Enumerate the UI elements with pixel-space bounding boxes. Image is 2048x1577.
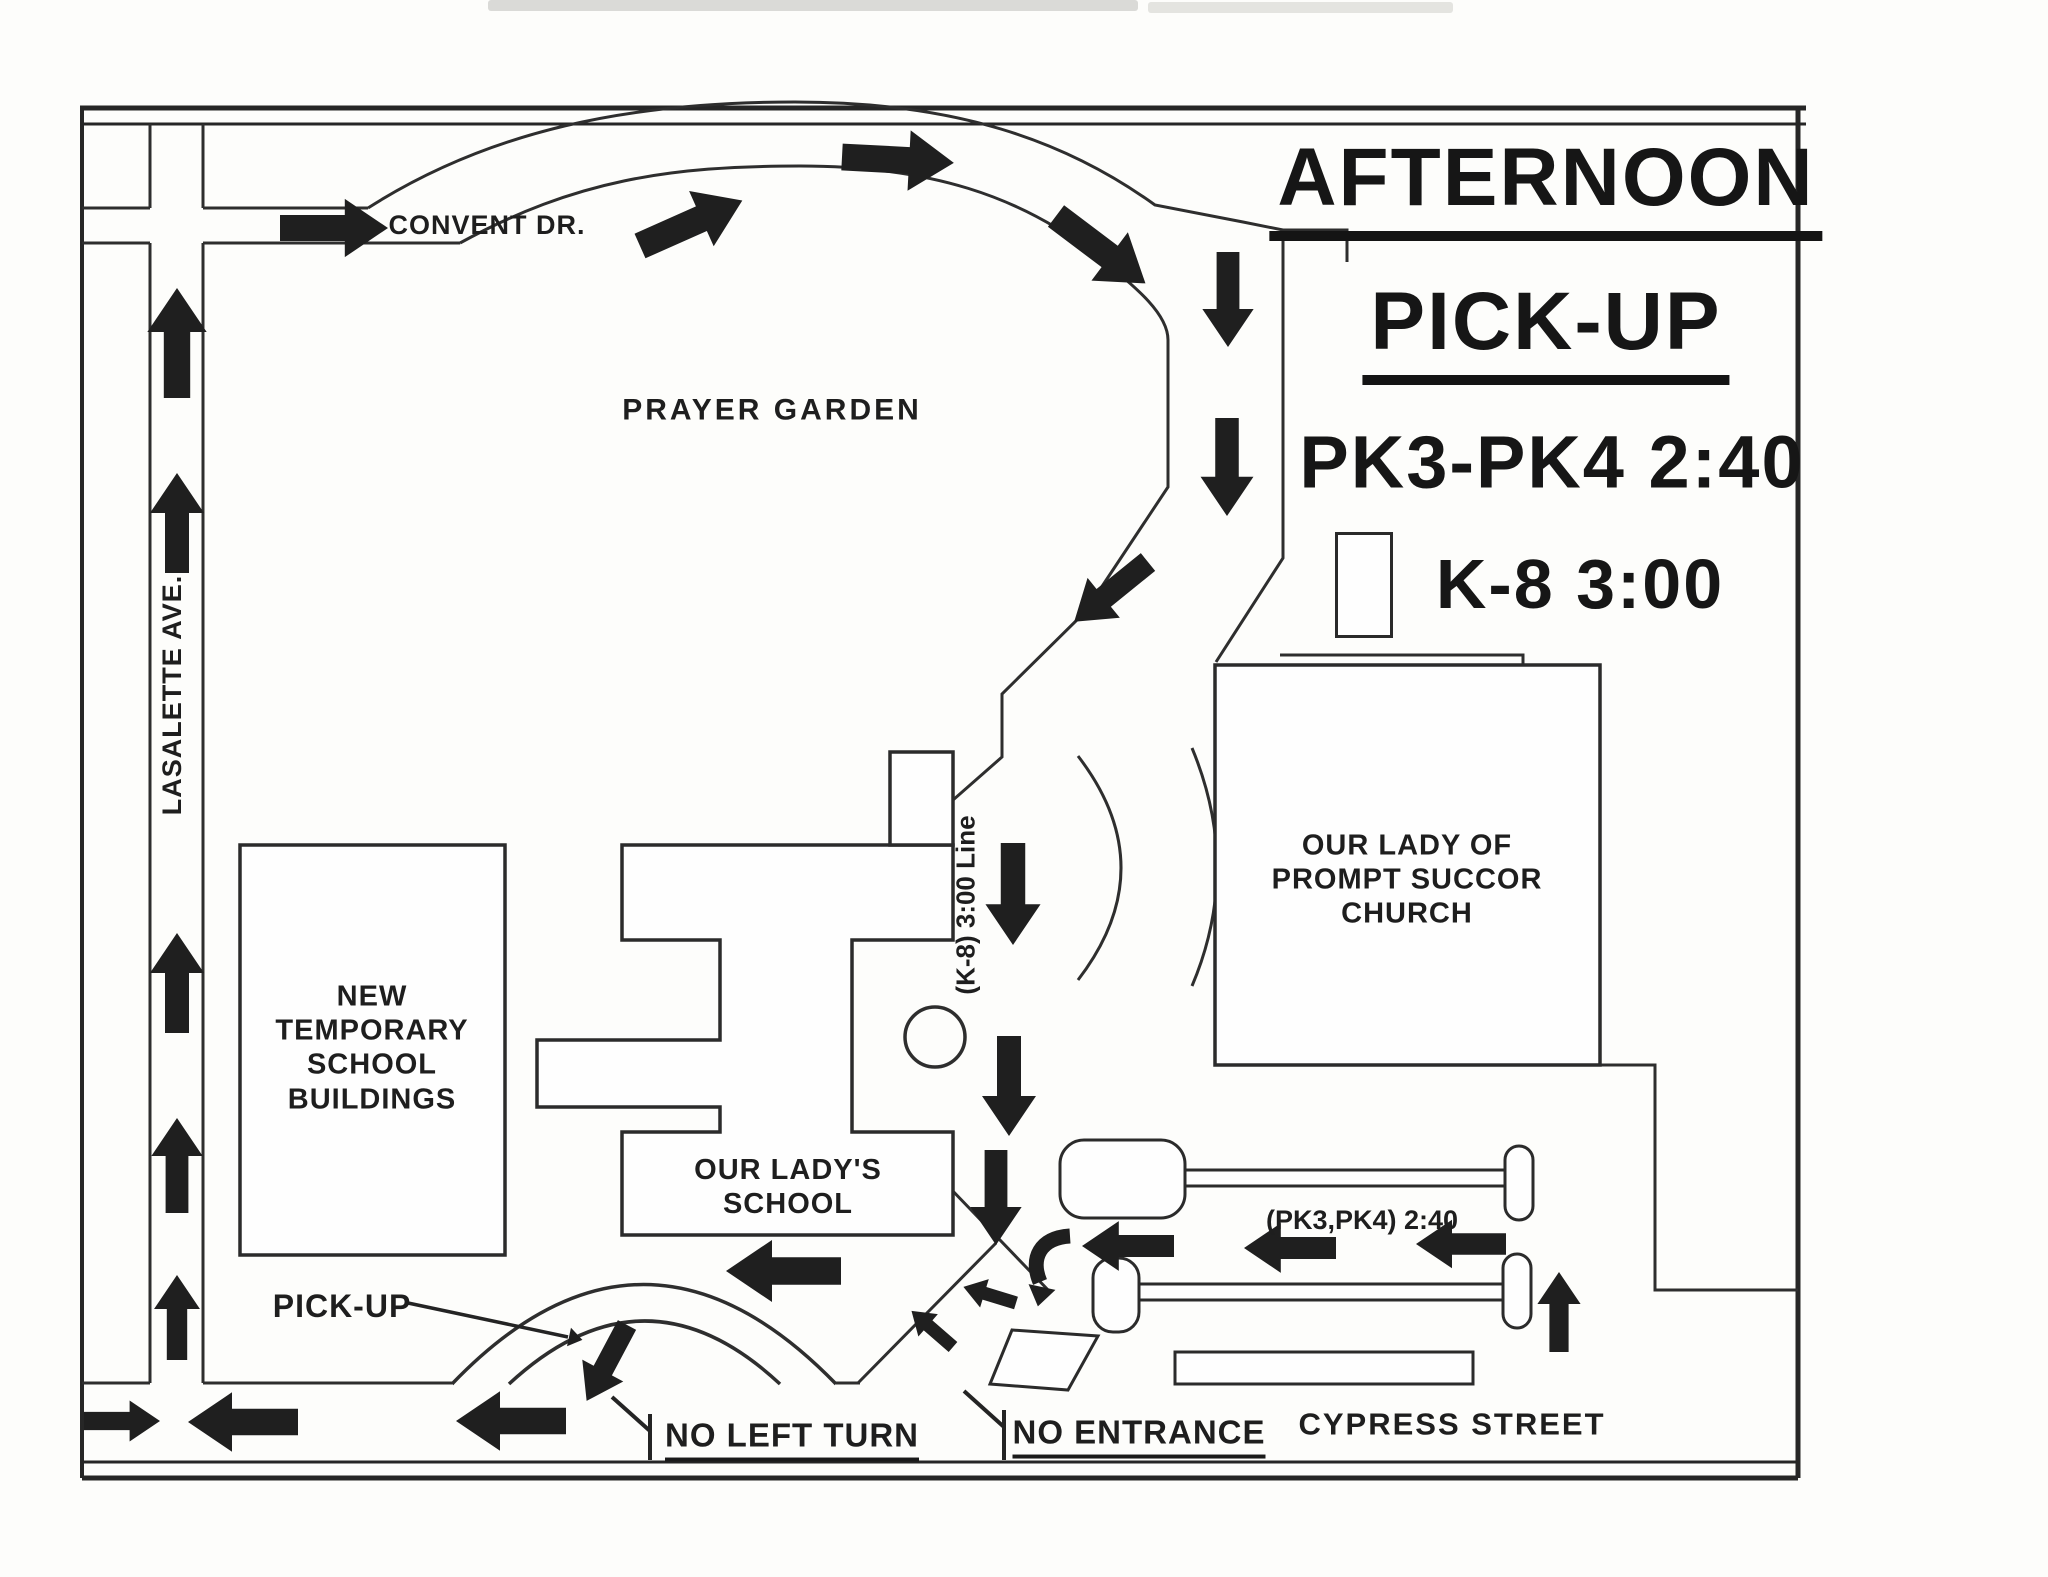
median-lower-bar (1175, 1352, 1473, 1384)
arrow-loop-northeast-icon (628, 173, 755, 274)
road-loop-inner-edge (460, 166, 1168, 845)
arrow-lasalette-north-3-icon (150, 933, 204, 1033)
median-top-stem (1185, 1170, 1508, 1186)
street-label-convent-dr: CONVENT DR. (388, 210, 586, 241)
arrow-arch-southwest-icon (566, 1314, 647, 1412)
no-entrance-island (990, 1330, 1098, 1390)
median-bottom-right-bulb (1503, 1254, 1531, 1328)
no-entrance-leader (964, 1391, 1004, 1427)
median-shovel-head (1060, 1140, 1185, 1218)
median-bottom-left-bulb (1093, 1258, 1139, 1332)
new-temporary-line2: TEMPORARY (275, 1014, 469, 1047)
median-top-right-bulb (1505, 1146, 1533, 1220)
plaza-arc-inner (1078, 756, 1121, 980)
building-school-annex (890, 752, 953, 845)
arrow-lasalette-north-2-icon (150, 473, 204, 573)
church-plaza-arcs (1078, 748, 1217, 986)
arch-outer (452, 1285, 836, 1385)
church-line3: CHURCH (1341, 898, 1473, 931)
arrow-loop-southeast-icon (1038, 192, 1164, 308)
arrow-loop-east-icon (840, 127, 955, 193)
arrow-junction-west-icon (959, 1273, 1020, 1317)
new-temporary-line1: NEW (336, 980, 408, 1013)
our-ladys-line1: OUR LADY'S (694, 1153, 882, 1186)
area-label-prayer-garden: PRAYER GARDEN (622, 393, 922, 427)
arrow-k8-south-3-icon (970, 1150, 1021, 1245)
schedule-pk3-pk4: PK3-PK4 2:40 (1299, 420, 1805, 504)
k8-legend-box (1335, 532, 1393, 638)
arrow-lasalette-north-4-icon (151, 1118, 202, 1213)
arrow-bottom-west-2-icon (456, 1391, 566, 1450)
building-label-new-temporary (275, 980, 468, 1117)
arrow-lasalette-north-1-icon (147, 288, 206, 398)
arrow-arch-west-icon (726, 1240, 841, 1302)
new-temporary-line4: BUILDINGS (287, 1083, 457, 1116)
page-title-line1: AFTERNOON (1269, 131, 1822, 241)
route-label-pk-line: (PK3,PK4) 2:40 (1265, 1205, 1459, 1236)
arrow-k8-south-1-icon (985, 843, 1040, 945)
arrow-lasalette-north-5-icon (154, 1275, 200, 1360)
street-label-cypress-street: CYPRESS STREET (1298, 1406, 1606, 1442)
street-label-lasalette-ave: LASALETTE AVE. (157, 574, 188, 816)
arrow-exit-hook-head-icon (1024, 1284, 1055, 1309)
route-label-k8-line: (K-8) 3:00 Line (950, 815, 981, 995)
arrow-exit-hook-icon (1036, 1236, 1070, 1282)
arrow-bottom-corner-east-icon (84, 1400, 160, 1441)
sign-no-left-turn: NO LEFT TURN (665, 1417, 919, 1462)
buildings (240, 665, 1600, 1255)
schedule-k8: K-8 3:00 (1435, 545, 1725, 623)
arrow-cypress-north-icon (1537, 1272, 1580, 1352)
arch-inner (509, 1321, 780, 1384)
sign-pickup: PICK-UP (272, 1288, 412, 1325)
arrow-bottom-west-1-icon (188, 1392, 298, 1451)
sign-no-entrance: NO ENTRANCE (1012, 1414, 1265, 1459)
church-line2: PROMPT SUCCOR (1271, 863, 1543, 896)
church-line1: OUR LADY OF (1301, 829, 1513, 862)
median-bottom-stem (1139, 1284, 1506, 1300)
roundabout-circle (905, 1007, 965, 1067)
road-convent-dr-loop (203, 102, 1347, 845)
new-temporary-line3: SCHOOL (306, 1049, 438, 1081)
arrow-rightroad-south-1-icon (1202, 252, 1253, 347)
arrow-k8-south-2-icon (982, 1036, 1036, 1136)
our-ladys-line2: SCHOOL (722, 1188, 854, 1220)
pickup-leader-arrowhead-icon (567, 1328, 584, 1349)
building-label-our-ladys-school (694, 1153, 882, 1221)
arrow-diagonal-southwest-icon (1058, 542, 1164, 642)
page-title-line2: PICK-UP (1362, 275, 1729, 385)
road-pickup-arch (452, 1285, 836, 1385)
pickup-leader-line (408, 1303, 568, 1337)
east-boundary (1600, 1065, 1798, 1290)
building-label-church (1272, 829, 1543, 932)
no-left-turn-leader (612, 1397, 650, 1431)
arrow-rightroad-south-2-icon (1201, 418, 1254, 516)
